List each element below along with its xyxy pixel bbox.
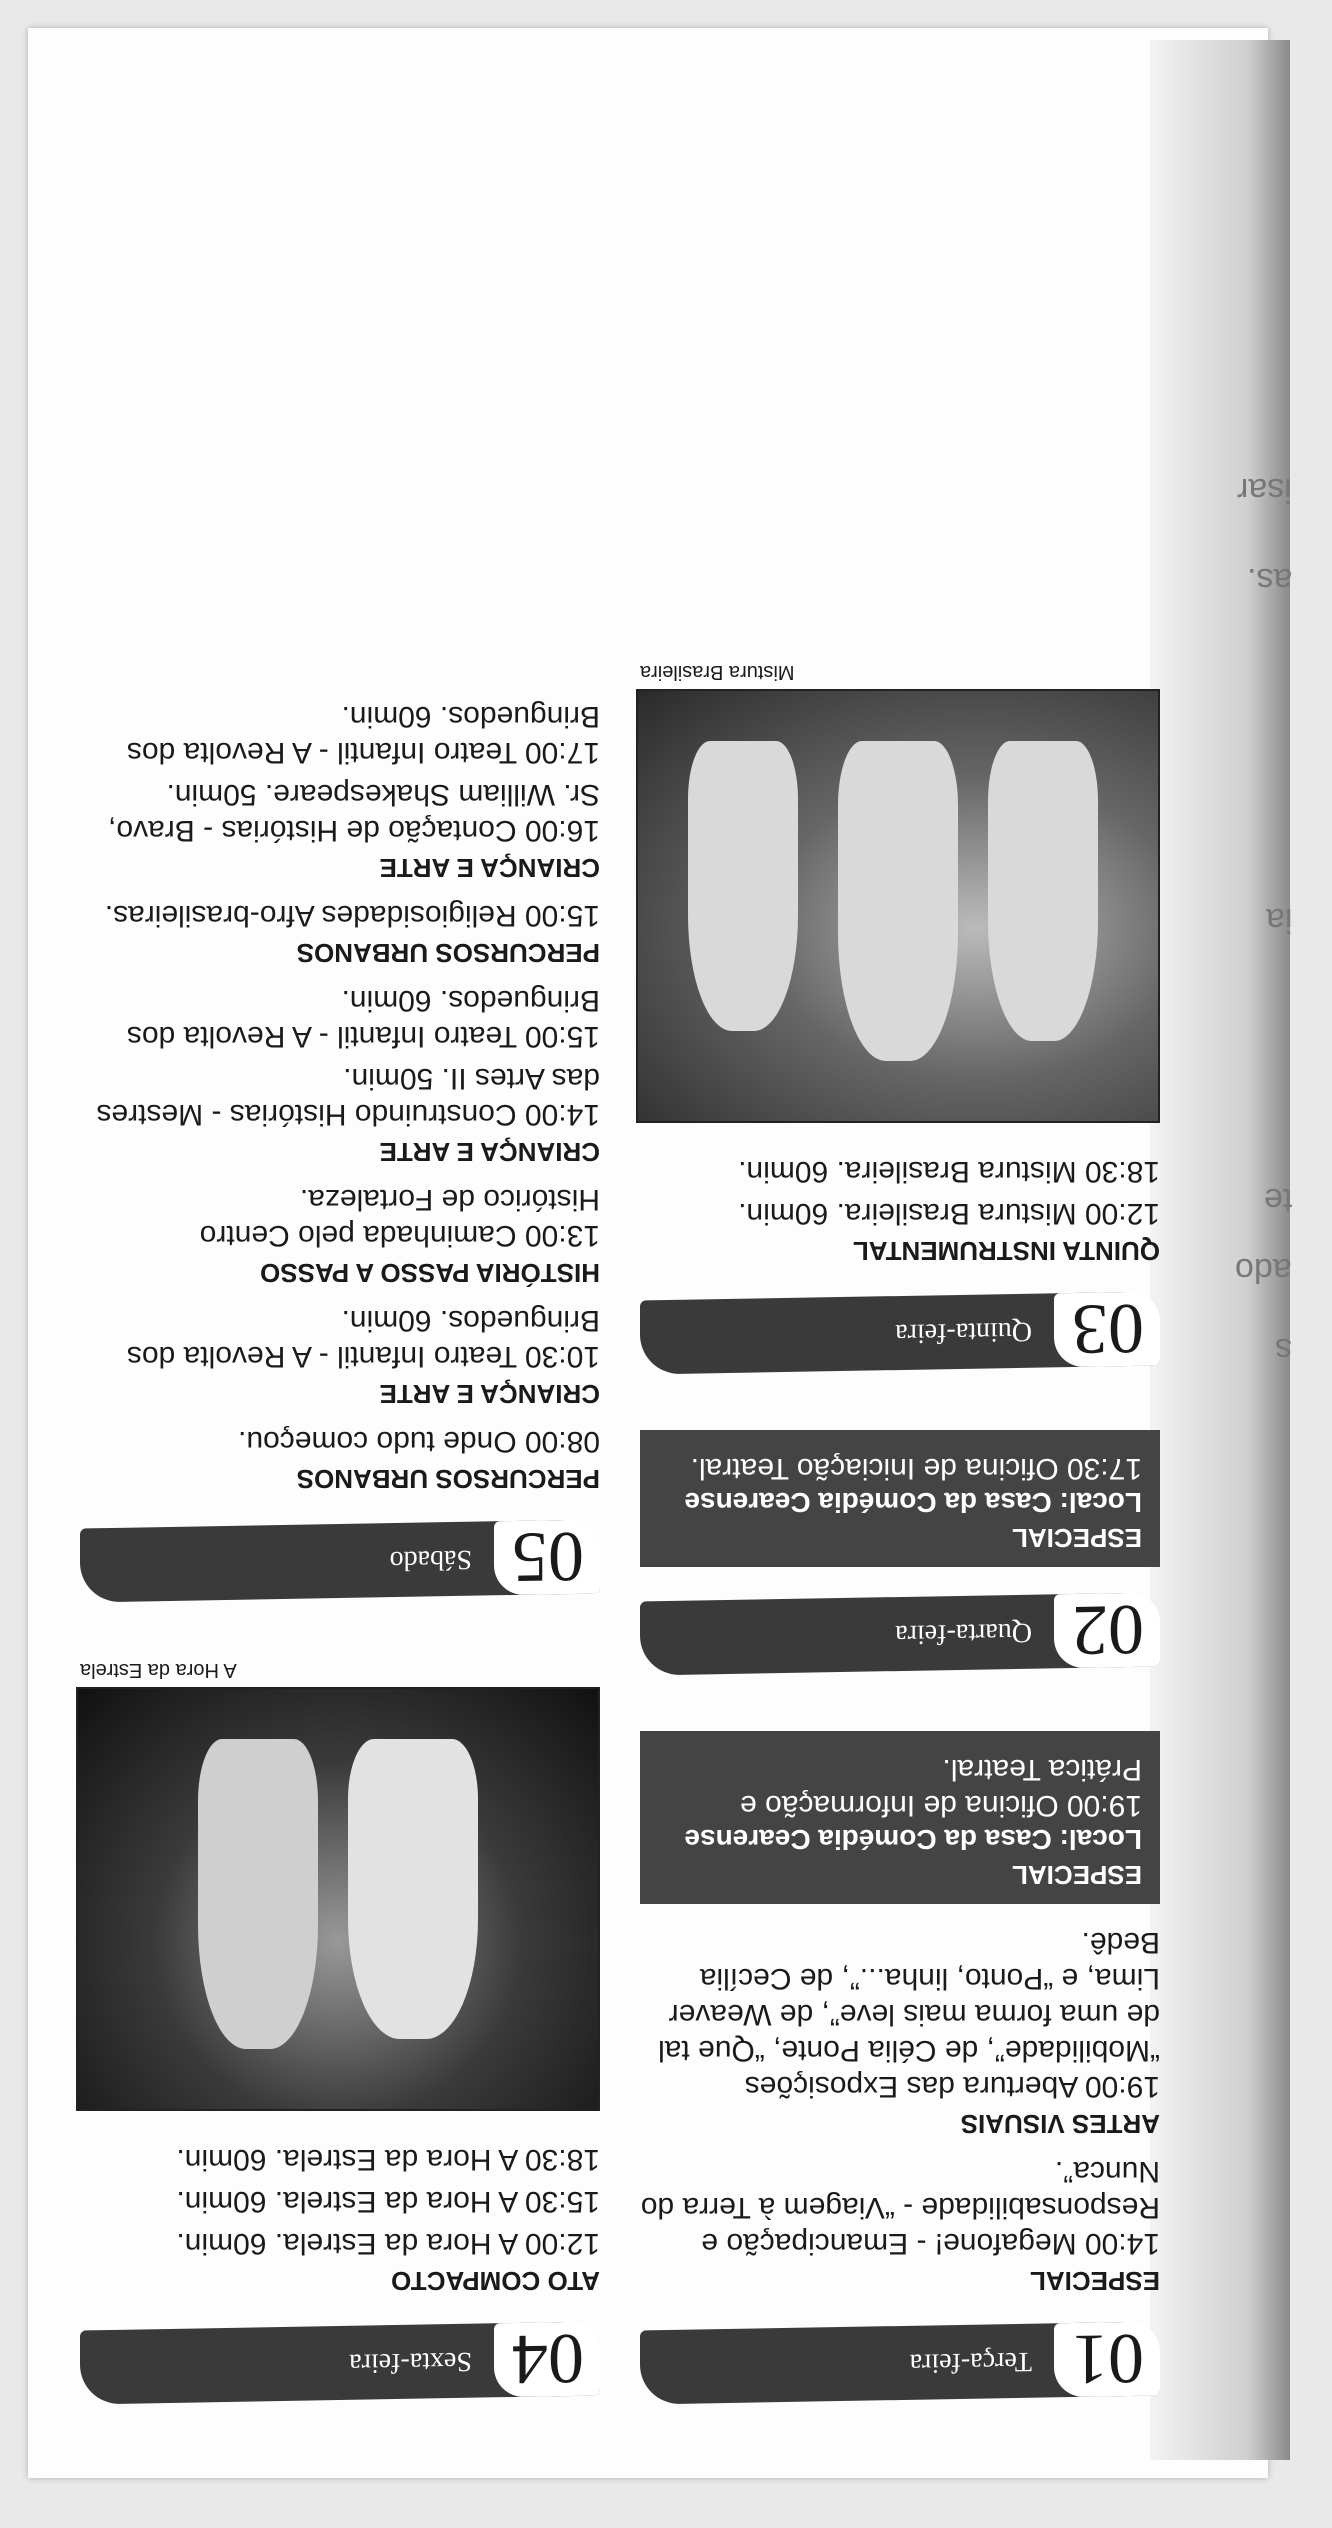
day-header-05 — [80, 1516, 600, 1602]
day-number: 02 — [1054, 1592, 1160, 1668]
day-name: Sábado — [389, 1543, 472, 1577]
schedule-item: 17:00 Teatro Infantil - A Revolta dos Bringuedos. 60min. — [126, 700, 600, 769]
schedule-item: 12:00 A Hora da Estrela. 60min. — [176, 2227, 600, 2260]
section-title: ESPECIAL — [1011, 1860, 1142, 1890]
section-title: ESPECIAL — [1011, 1523, 1142, 1553]
day-header-02 — [640, 1589, 1160, 1675]
section-title: PERCURSOS URBANOS — [296, 1464, 600, 1494]
schedule-item: 12:00 Mistura Brasileira. 60min. — [738, 1197, 1160, 1230]
schedule-item: 16:00 Contação de Histórias - Bravo, Sr. William Shakespeare. 50min. — [108, 778, 600, 847]
schedule-item: 08:00 Onde tudo começou. — [238, 1425, 600, 1458]
section-title: PERCURSOS URBANOS — [296, 938, 600, 968]
schedule-item: 13:00 Caminhada pelo Centro Histórico de Fortaleza. — [199, 1183, 600, 1252]
section-title: ATO COMPACTO — [391, 2266, 600, 2296]
day-name: Quarta-feira — [895, 1616, 1032, 1651]
left-column — [640, 660, 1160, 2460]
day-number: 04 — [494, 2321, 600, 2397]
schedule-item: 14:00 Construindo Histórias - Mestres das Artes II. 50min. — [96, 1062, 600, 1131]
day-number: 01 — [1054, 2321, 1160, 2397]
section-title: QUINTA INSTRUMENTAL — [852, 1236, 1160, 1266]
ghost-text: ia — [1265, 901, 1292, 939]
photo-caption: Mistura Brasileira — [640, 661, 795, 683]
ghost-text: ado — [1235, 1251, 1292, 1289]
ghost-text: s — [1275, 1331, 1292, 1369]
schedule-item: 19:00 Oficina de Informação e Prática Teatral. — [740, 1753, 1142, 1822]
photo-mistura-brasileira — [636, 689, 1160, 1123]
day-name: Quinta-feira — [895, 1315, 1032, 1350]
day-header-03 — [640, 1288, 1160, 1374]
ghost-text: isar — [1237, 471, 1292, 509]
day-number: 05 — [494, 1519, 600, 1595]
section-title: CRIANÇA E ARTE — [379, 1137, 600, 1167]
schedule-item: 15:30 A Hora da Estrela. 60min. — [176, 2185, 600, 2218]
special-box — [640, 1430, 1160, 1567]
schedule-item: 18:30 Mistura Brasileira. 60min. — [738, 1155, 1160, 1188]
day-name: Terça-feira — [909, 2345, 1032, 2379]
section-title: CRIANÇA E ARTE — [379, 853, 600, 883]
schedule-item: 15:00 Teatro Infantil - A Revolta dos Bringuedos. 60min. — [126, 984, 600, 1053]
section-title: CRIANÇA E ARTE — [379, 1379, 600, 1409]
special-box — [640, 1731, 1160, 1904]
ghost-text: as. — [1246, 561, 1292, 599]
location: Local: Casa da Comédia Cearense — [684, 1487, 1142, 1518]
schedule-item: 17:30 Oficina de Iniciação Teatral. — [690, 1452, 1142, 1485]
right-column — [80, 692, 600, 2460]
program-content — [40, 40, 1160, 2460]
schedule-item: 10:30 Teatro Infantil - A Revolta dos Bringuedos. 60min. — [126, 1304, 600, 1373]
day-header-04 — [80, 2318, 600, 2404]
schedule-item: 15:00 Religiosidades Afro-brasileiras. — [104, 899, 600, 932]
section-title: ESPECIAL — [1029, 2266, 1160, 2296]
photo-caption: A Hora da Estrela — [80, 1659, 237, 1681]
day-header-01 — [640, 2318, 1160, 2404]
day-name: Sexta-feira — [349, 2345, 472, 2379]
schedule-item: 14:00 Megafone! - Emancipação e Responsabilidade - “Viagem à Terra do Nunca”. — [640, 2155, 1160, 2260]
day-number: 03 — [1054, 1291, 1160, 1367]
location: Local: Casa da Comédia Cearense — [684, 1824, 1142, 1855]
section-title: ARTES VISUAIS — [960, 2109, 1160, 2139]
photo-a-hora-da-estrela — [76, 1687, 600, 2111]
ghost-text: te — [1263, 1181, 1292, 1219]
schedule-item: 18:30 A Hora da Estrela. 60min. — [176, 2143, 600, 2176]
section-title: HISTÓRIA PASSO A PASSO — [260, 1258, 600, 1288]
schedule-item: 19:00 Abertura das Exposições “Mobilidade”, de Célia Ponte, “Que tal de uma forma mais leve”, de Weaver Lima, e “Ponto, linha...”, de Cecília Bedê. — [658, 1926, 1160, 2103]
